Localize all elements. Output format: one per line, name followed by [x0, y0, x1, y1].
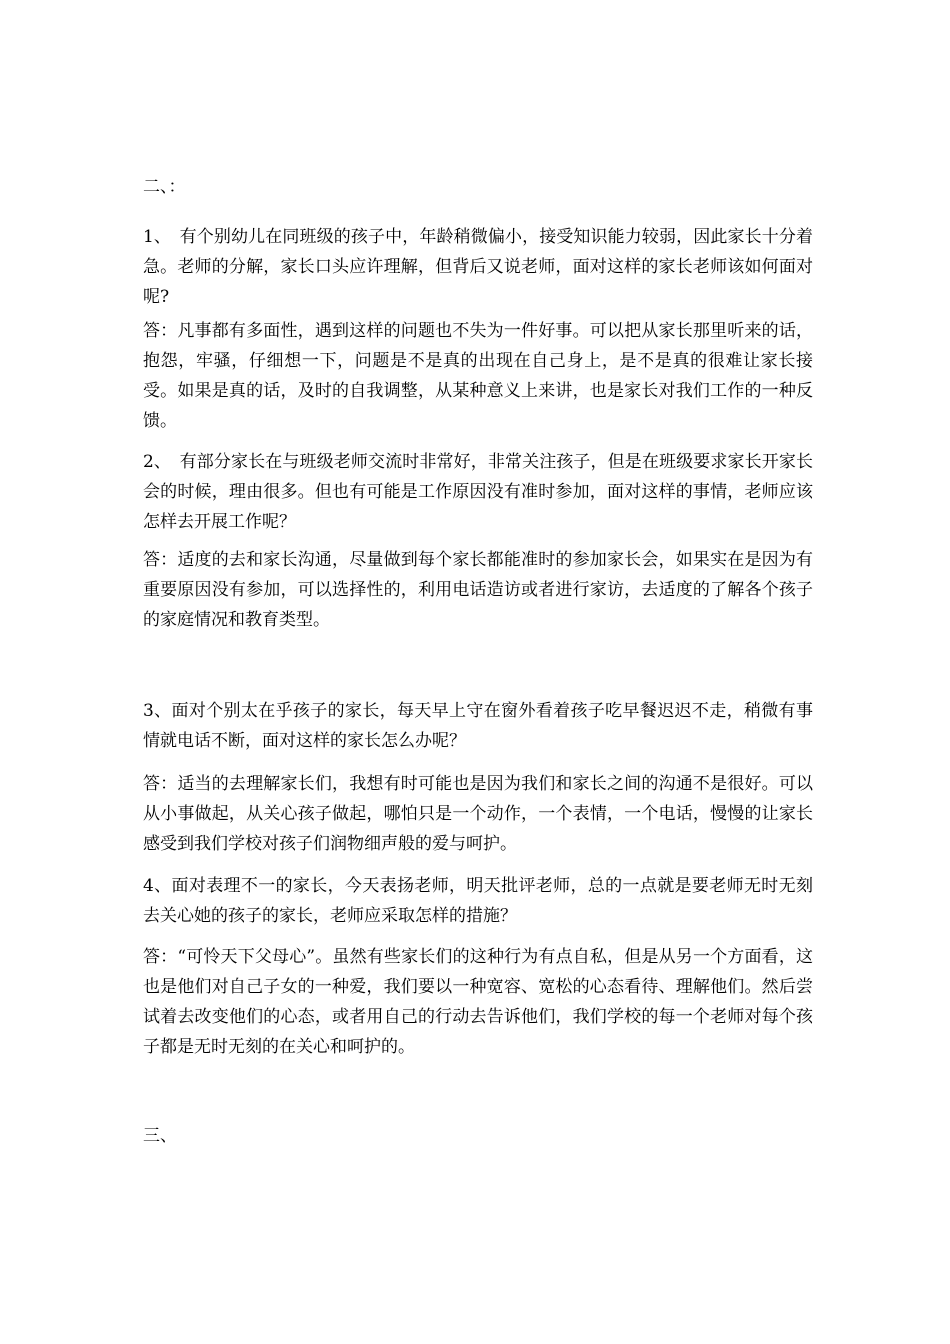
- answer-4: 答：“可怜天下父母心”。虽然有些家长们的这种行为有点自私，但是从另一个方面看，这也是他们对自己子女的一种爱，我们要以一种宽容、宽松的心态看待、理解他们。然后尝试着去改变他们的心态，或者用自己的行动去告诉他们，我们学校的每一个老师对每个孩子都是无时无刻的在关心和呵护的。: [143, 947, 813, 1057]
- answer-1: 答：凡事都有多面性，遇到这样的问题也不失为一件好事。可以把从家长那里听来的话，抱怨，牢骚，仔细想一下，问题是不是真的出现在自己身上，是不是真的很难让家长接受。如果是真的话，及时的自我调整，从某种意义上来讲，也是家长对我们工作的一种反馈。: [143, 321, 813, 431]
- question-4: 4、面对表理不一的家长，今天表扬老师，明天批评老师，总的一点就是要老师无时无刻去关心她的孩子的家长，老师应采取怎样的措施？: [143, 876, 813, 926]
- question-2: 2、 有部分家长在与班级老师交流时非常好，非常关注孩子，但是在班级要求家长开家长会的时候，理由很多。但也有可能是工作原因没有准时参加，面对这样的事情，老师应该怎样去开展工作呢？: [143, 452, 813, 532]
- question-3: 3、面对个别太在乎孩子的家长，每天早上守在窗外看着孩子吃早餐迟迟不走，稍微有事情就电话不断，面对这样的家长怎么办呢？: [143, 701, 813, 751]
- answer-2: 答：适度的去和家长沟通，尽量做到每个家长都能准时的参加家长会，如果实在是因为有重要原因没有参加，可以选择性的，利用电话造访或者进行家访，去适度的了解各个孩子的家庭情况和教育类型。: [143, 550, 813, 630]
- question-1: 1、 有个别幼儿在同班级的孩子中，年龄稍微偏小，接受知识能力较弱，因此家长十分着急。老师的分解，家长口头应许理解，但背后又说老师，面对这样的家长老师该如何面对呢?: [143, 227, 813, 307]
- section-three-heading: 三、: [143, 1126, 177, 1146]
- section-two-heading: 二、：: [143, 177, 186, 197]
- answer-3: 答：适当的去理解家长们，我想有时可能也是因为我们和家长之间的沟通不是很好。可以从小事做起，从关心孩子做起，哪怕只是一个动作，一个表情，一个电话，慢慢的让家长感受到我们学校对孩子们润物细声般的爱与呵护。: [143, 774, 813, 854]
